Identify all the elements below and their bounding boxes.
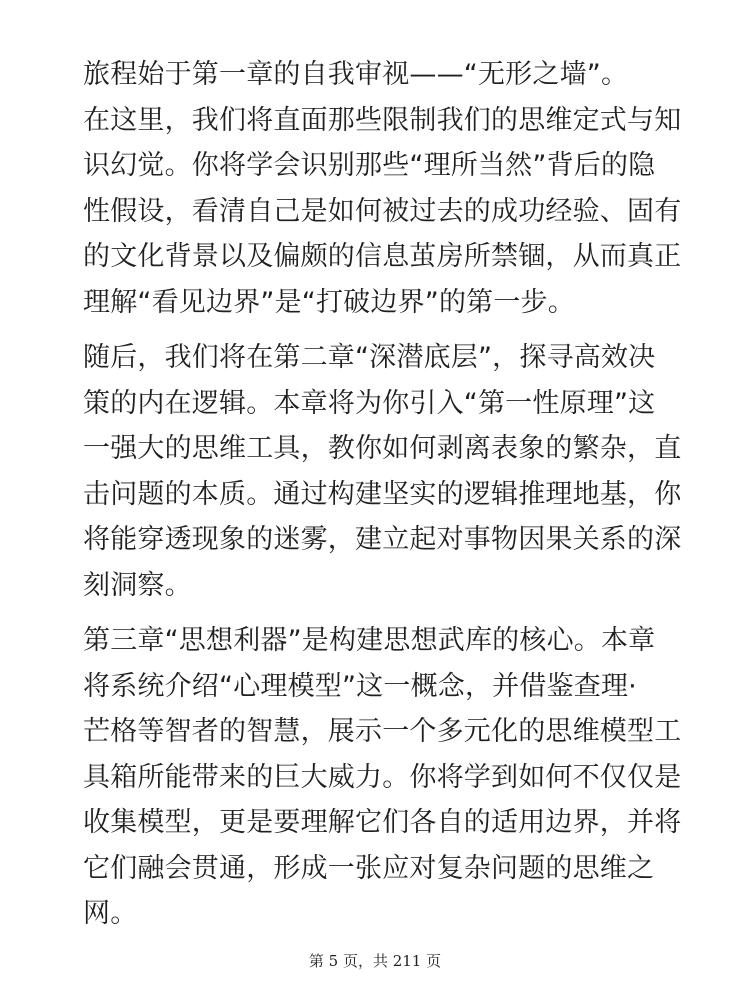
paragraph-chapter-three: 第三章“思想利器”是构建思想武库的核心。本章 将系统介绍“心理模型”这一概念，并借鉴查理· 芒格等智者的智慧，展示一个多元化的思维模型工 具箱所能带来的巨大威力。你将学到如何不仅仅是 收集模型，更是要理解它们各自的适用边界，并将 它们融会贯通，形成一张应对复杂问题的思维之 网。 [83,625,682,929]
body-text [83,52,683,937]
paragraph-chapter-two: 随后，我们将在第二章“深潜底层”，探寻高效决 策的内在逻辑。本章将为你引入“第一性原理”这 一强大的思维工具，教你如何剥离表象的繁杂，直 击问题的本质。通过构建坚实的逻辑推理地基，你 将能穿透现象的迷雾，建立起对事物因果关系的深 刻洞察。 [83,342,682,601]
paragraph-chapter-one: 旅程始于第一章的自我审视——“无形之墙”。 在这里，我们将直面那些限制我们的思维定式与知 识幻觉。你将学会识别那些“理所当然”背后的隐 性假设，看清自己是如何被过去的成功经验、固有 的文化背景以及偏颇的信息茧房所禁锢，从而真正 理解“看见边界”是“打破边界”的第一步。 [83,59,682,318]
page-number-footer: 第 5 页，共 211 页 [308,952,442,970]
